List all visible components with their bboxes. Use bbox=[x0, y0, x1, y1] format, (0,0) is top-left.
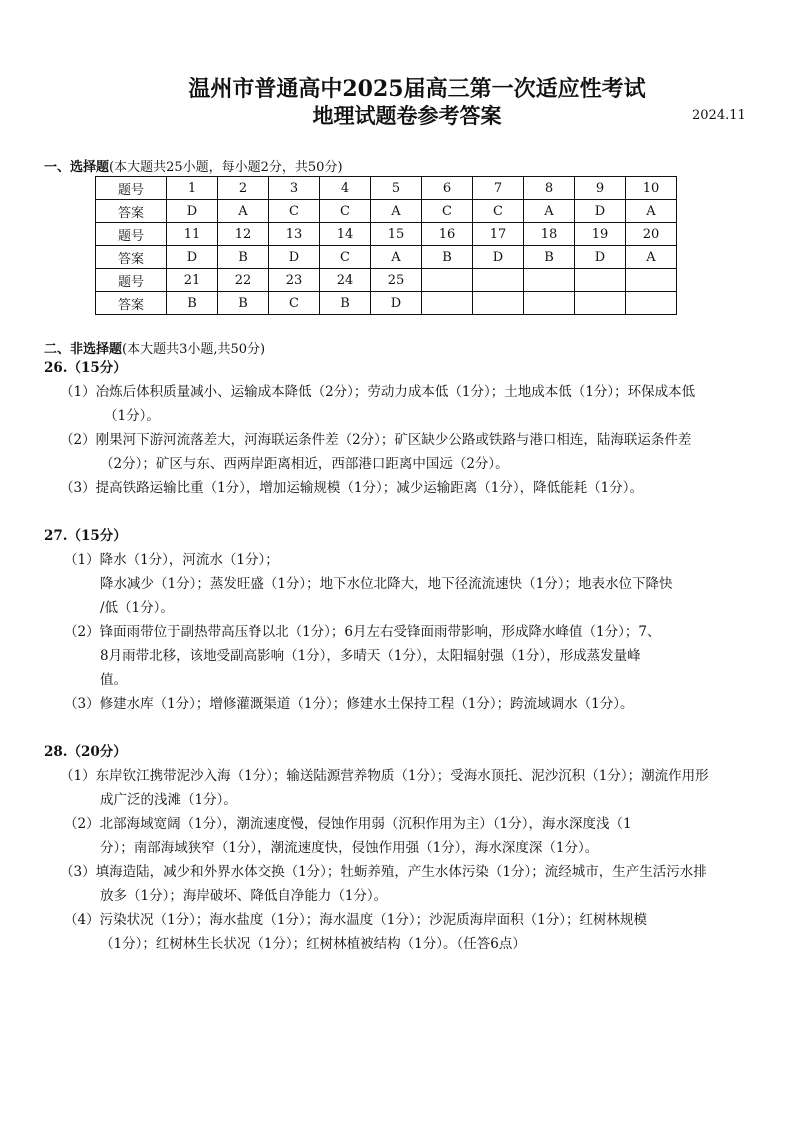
answer-table-cell bbox=[422, 269, 473, 292]
answer-table-cell: D bbox=[167, 200, 218, 223]
answer-table-header-cell: 题号 bbox=[96, 177, 167, 200]
answer-table-cell: D bbox=[473, 246, 524, 269]
answer-table-row bbox=[96, 200, 677, 223]
answer-table-row bbox=[96, 246, 677, 269]
answer-table-cell: 24 bbox=[320, 269, 371, 292]
answer-table-cell bbox=[575, 292, 626, 315]
q27-line-1: （1）降水（1分），河流水（1分）； bbox=[64, 552, 279, 568]
answer-table-cell: C bbox=[320, 246, 371, 269]
answer-table-cell: 12 bbox=[218, 223, 269, 246]
answer-table-cell: B bbox=[524, 246, 575, 269]
answer-table-cell: B bbox=[218, 292, 269, 315]
section-2-heading bbox=[44, 338, 265, 357]
answer-table-cell: C bbox=[422, 200, 473, 223]
answer-table-cell: 3 bbox=[269, 177, 320, 200]
answer-table-cell: 23 bbox=[269, 269, 320, 292]
answer-table-cell: 21 bbox=[167, 269, 218, 292]
q27-number: 27.（15分） bbox=[44, 528, 127, 544]
q28-line-7: （4）污染状况（1分）；海水盐度（1分）；海水温度（1分）；沙泥质海岸面积（1分）；红树林规模 bbox=[64, 912, 647, 928]
answer-table-cell: B bbox=[218, 246, 269, 269]
answer-table-cell: 4 bbox=[320, 177, 371, 200]
q27-line-4: （2）锋面雨带位于副热带高压脊以北（1分）；6月左右受锋面雨带影响，形成降水峰值（1分）；7、 bbox=[64, 624, 661, 640]
answer-table-cell: C bbox=[269, 292, 320, 315]
q27-line-6: 值。 bbox=[100, 672, 127, 688]
answer-table-cell: 7 bbox=[473, 177, 524, 200]
q26-line-3: （2）刚果河下游河流落差大，河海联运条件差（2分）；矿区缺少公路或铁路与港口相连，陆海联运条件差 bbox=[60, 432, 692, 448]
answer-table-cell: D bbox=[371, 292, 422, 315]
q27-line-2: 降水减少（1分）；蒸发旺盛（1分）；地下水位北降大，地下径流流速快（1分）；地表水位下降快 bbox=[100, 576, 673, 592]
answer-table-row bbox=[96, 269, 677, 292]
q26-line-4: （2分）；矿区与东、西两岸距离相近，西部港口距离中国远（2分）。 bbox=[100, 456, 509, 472]
answer-table-cell: 16 bbox=[422, 223, 473, 246]
answer-table-cell: 20 bbox=[626, 223, 677, 246]
answer-table-cell bbox=[524, 292, 575, 315]
answer-table-cell: C bbox=[473, 200, 524, 223]
section-1-heading bbox=[44, 156, 343, 175]
answer-table-cell: A bbox=[524, 200, 575, 223]
answer-table-cell: A bbox=[371, 246, 422, 269]
answer-table-cell: 22 bbox=[218, 269, 269, 292]
section-2-title: 二、非选择题 bbox=[44, 342, 123, 357]
answer-table-cell: B bbox=[167, 292, 218, 315]
answer-table-cell: B bbox=[422, 246, 473, 269]
answer-table-row bbox=[96, 292, 677, 315]
q26-line-5: （3）提高铁路运输比重（1分），增加运输规模（1分）；减少运输距离（1分），降低能耗（1分）。 bbox=[60, 480, 643, 496]
section-2-note: (本大题共3小题,共50分) bbox=[122, 342, 266, 357]
q27-line-7: （3）修建水库（1分）；增修灌溉渠道（1分）；修建水土保持工程（1分）；跨流域调水（1分）。 bbox=[64, 696, 634, 712]
answer-table-cell: 11 bbox=[167, 223, 218, 246]
answer-table-cell bbox=[524, 269, 575, 292]
answer-table-cell: D bbox=[167, 246, 218, 269]
answer-table-cell: 10 bbox=[626, 177, 677, 200]
answer-table-cell: D bbox=[575, 200, 626, 223]
q28-number: 28.（20分） bbox=[44, 744, 127, 760]
q26-line-1: （1）冶炼后体积质量减小、运输成本降低（2分）；劳动力成本低（1分）；土地成本低（1分）；环保成本低 bbox=[60, 384, 696, 400]
answer-table-cell bbox=[473, 292, 524, 315]
q28-line-2: 成广泛的浅滩（1分）。 bbox=[100, 792, 237, 808]
exam-subtitle: 地理试题卷参考答案 bbox=[312, 103, 502, 128]
answer-table-row bbox=[96, 223, 677, 246]
answer-table-cell: 6 bbox=[422, 177, 473, 200]
answer-table-cell: C bbox=[269, 200, 320, 223]
answer-table-cell: 5 bbox=[371, 177, 422, 200]
answer-table-cell: 18 bbox=[524, 223, 575, 246]
q28-line-1: （1）东岸钦江携带泥沙入海（1分）；输送陆源营养物质（1分）；受海水顶托、泥沙沉积（1分）；潮流作用形 bbox=[60, 768, 709, 784]
answer-table-cell: 8 bbox=[524, 177, 575, 200]
answer-table-cell: D bbox=[575, 246, 626, 269]
answer-table-cell: A bbox=[371, 200, 422, 223]
answer-table-cell bbox=[473, 269, 524, 292]
answer-table-cell: 9 bbox=[575, 177, 626, 200]
q28-line-8: （1分）；红树林生长状况（1分）；红树林植被结构（1分）。（任答6点） bbox=[100, 936, 526, 952]
answer-table-header-cell: 答案 bbox=[96, 200, 167, 223]
answer-table-cell: B bbox=[320, 292, 371, 315]
answer-table-cell: A bbox=[626, 246, 677, 269]
answer-table-cell: A bbox=[218, 200, 269, 223]
q27-line-3: /低（1分）。 bbox=[100, 600, 174, 616]
answer-table-cell: 25 bbox=[371, 269, 422, 292]
answer-table-cell bbox=[422, 292, 473, 315]
section-1-title: 一、选择题 bbox=[44, 160, 110, 175]
answer-table-header-cell: 答案 bbox=[96, 292, 167, 315]
exam-title: 温州市普通高中2025届高三第一次适应性考试 bbox=[188, 76, 646, 102]
section-1-note: (本大题共25小题，每小题2分，共50分) bbox=[109, 160, 343, 175]
answer-table-cell: D bbox=[269, 246, 320, 269]
answer-table-cell bbox=[575, 269, 626, 292]
answer-table-cell: 2 bbox=[218, 177, 269, 200]
answer-table bbox=[95, 176, 677, 315]
answer-table-cell: A bbox=[626, 200, 677, 223]
q27-line-5: 8月雨带北移，该地受副高影响（1分），多晴天（1分），太阳辐射强（1分），形成蒸发量峰 bbox=[100, 648, 641, 664]
answer-table-cell: 19 bbox=[575, 223, 626, 246]
answer-table-cell: 15 bbox=[371, 223, 422, 246]
q26-line-2: （1分）。 bbox=[104, 408, 160, 424]
answer-table-cell bbox=[626, 292, 677, 315]
answer-table-cell: 13 bbox=[269, 223, 320, 246]
q28-line-5: （3）填海造陆，减少和外界水体交换（1分）；牡蛎养殖，产生水体污染（1分）；流经城市，生产生活污水排 bbox=[60, 864, 707, 880]
answer-table-cell bbox=[626, 269, 677, 292]
answer-table-cell: 14 bbox=[320, 223, 371, 246]
q26-number: 26.（15分） bbox=[44, 360, 127, 376]
exam-date: 2024.11 bbox=[692, 108, 746, 123]
answer-table-cell: 17 bbox=[473, 223, 524, 246]
q28-line-6: 放多（1分）；海岸破坏、降低自净能力（1分）。 bbox=[100, 888, 388, 904]
answer-table-header-cell: 题号 bbox=[96, 223, 167, 246]
q28-line-4: 分）；南部海域狭窄（1分），潮流速度快，侵蚀作用强（1分），海水深度深（1分）。 bbox=[100, 840, 599, 856]
answer-table-row bbox=[96, 177, 677, 200]
q28-line-3: （2）北部海域宽阔（1分），潮流速度慢，侵蚀作用弱（沉积作用为主）（1分），海水深度浅（1 bbox=[64, 816, 632, 832]
answer-table-cell: C bbox=[320, 200, 371, 223]
answer-table-cell: 1 bbox=[167, 177, 218, 200]
answer-table-header-cell: 题号 bbox=[96, 269, 167, 292]
answer-table-header-cell: 答案 bbox=[96, 246, 167, 269]
